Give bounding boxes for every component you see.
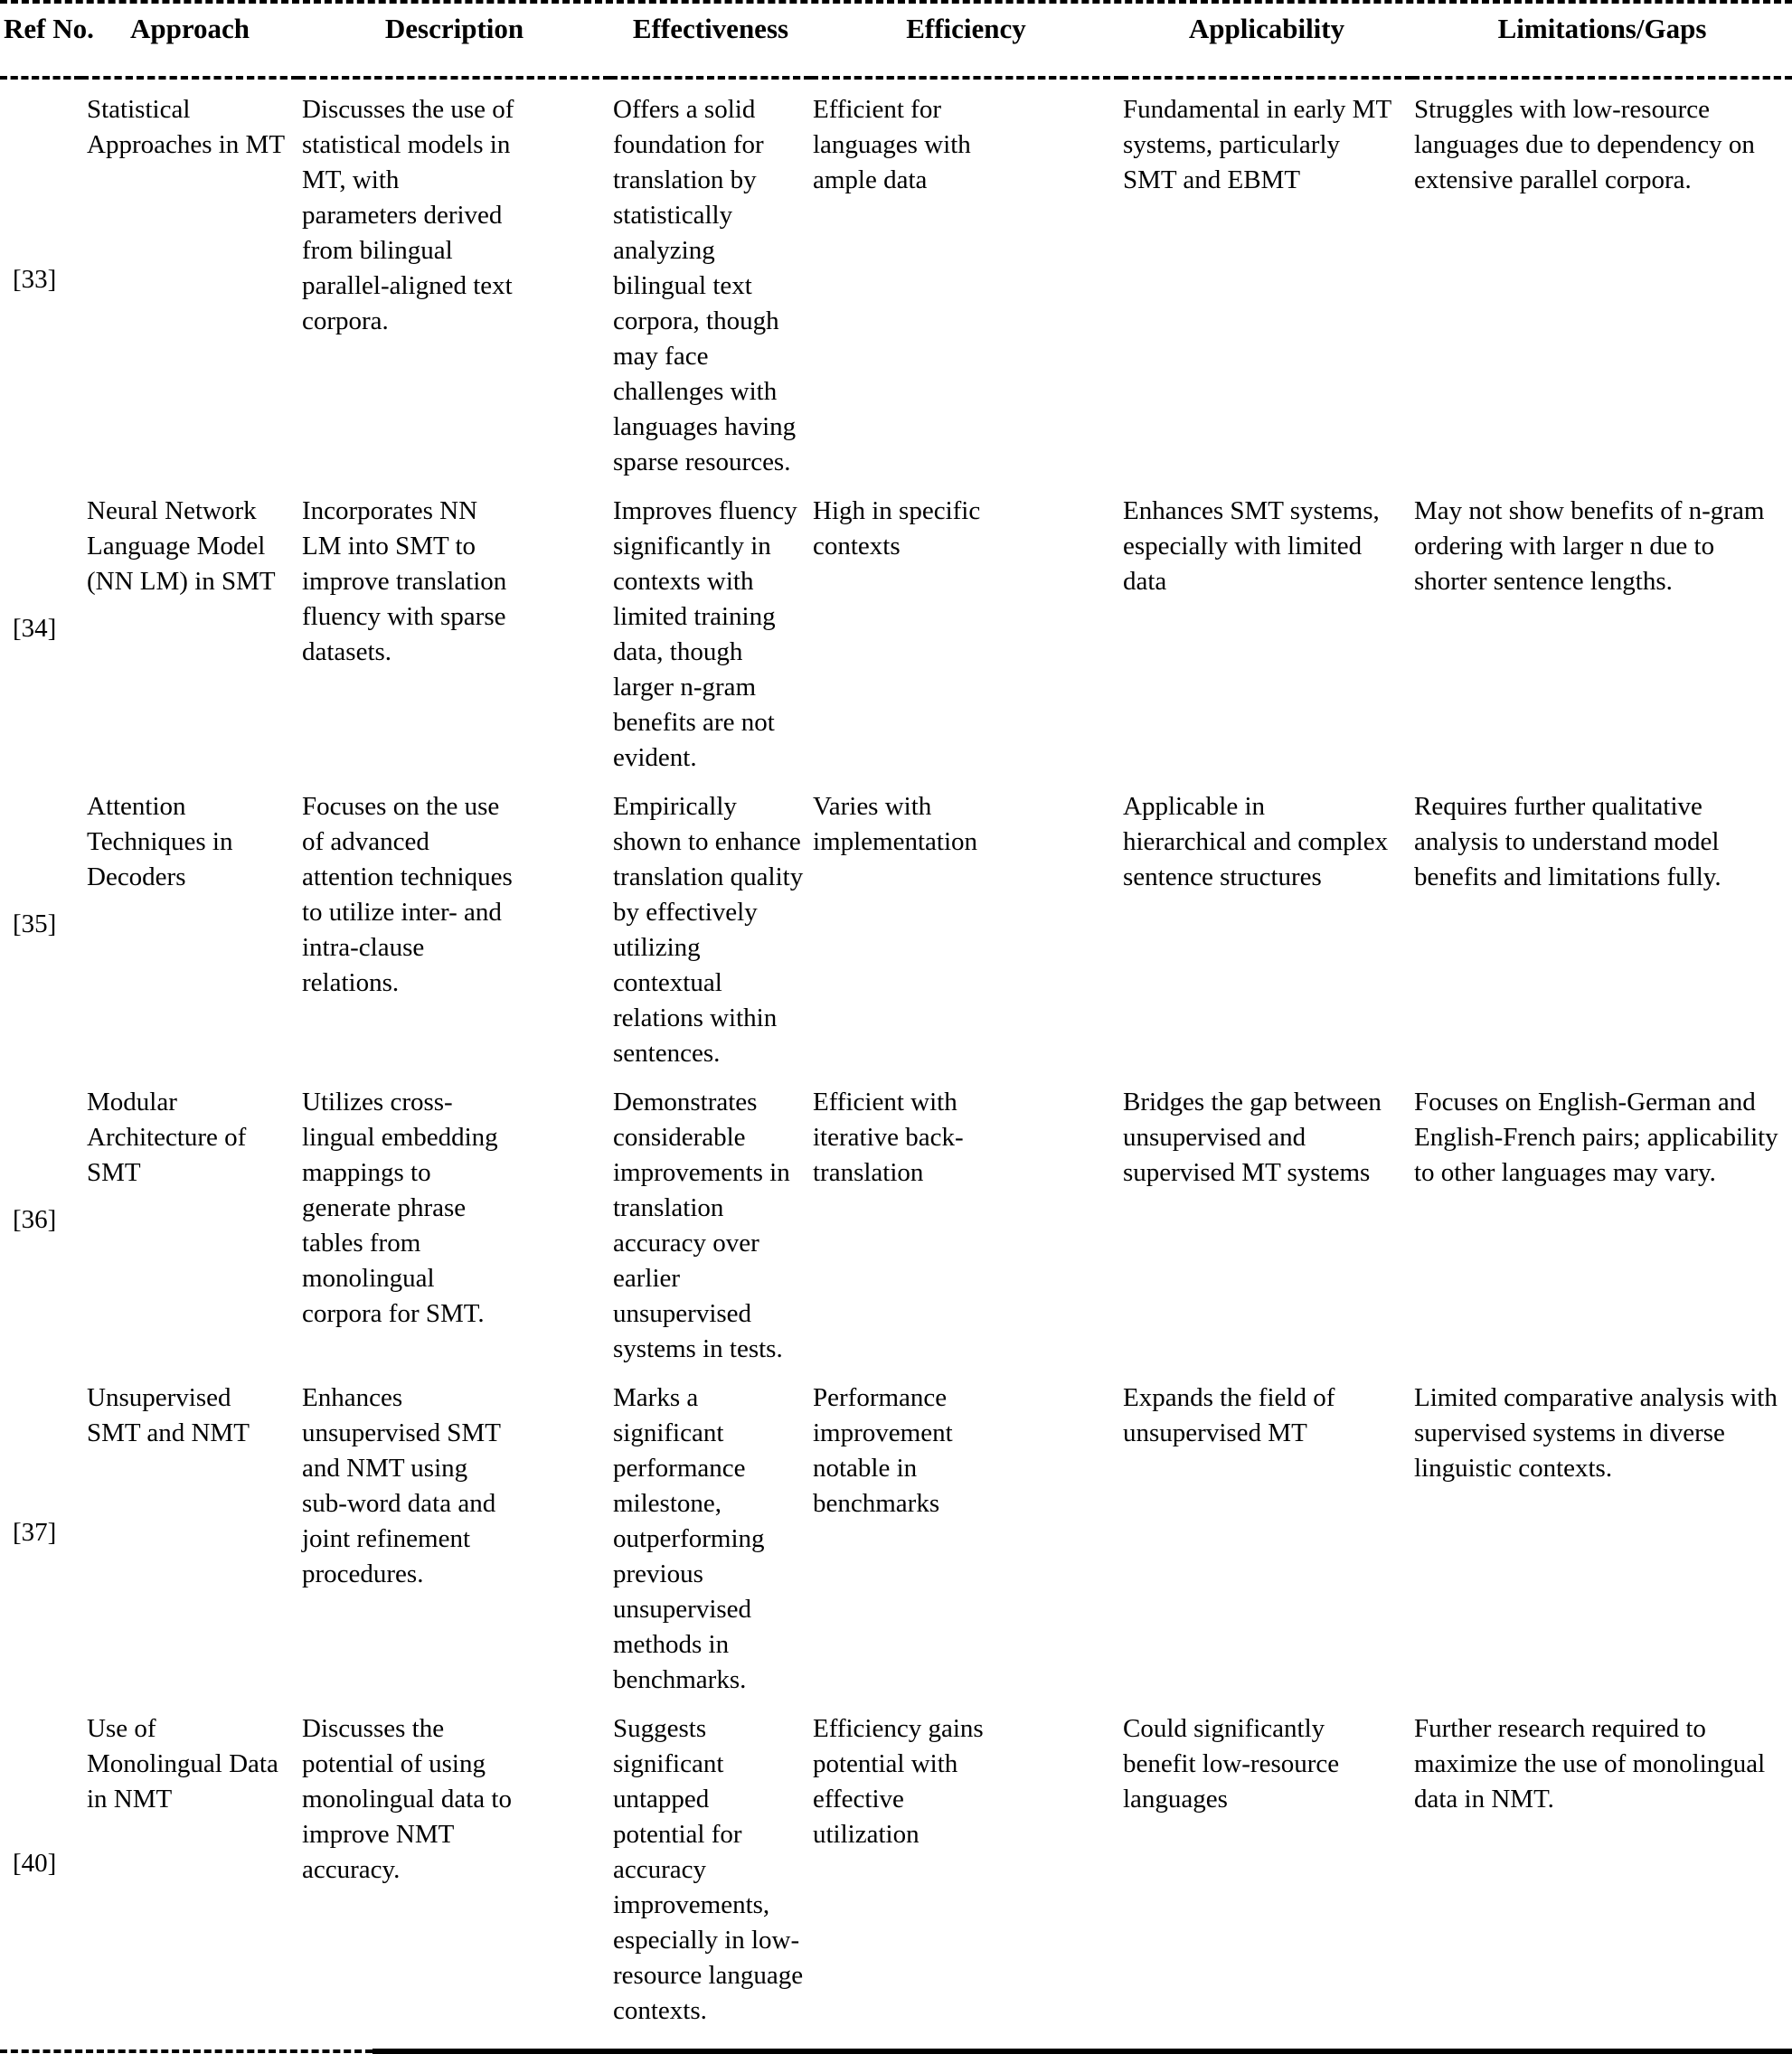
cell-approach: Neural Network Language Model (NN LM) in SMT <box>87 496 276 596</box>
cell-approach: Unsupervised SMT and NMT <box>87 1383 250 1447</box>
table-bottom-rule <box>0 2049 1792 2054</box>
cell-description: Enhances unsupervised SMT and NMT using sub-word data and joint refinement procedures. <box>302 1383 501 1588</box>
table-row-36 <box>0 1072 1792 1368</box>
cell-approach: Attention Techniques in Decoders <box>87 792 233 891</box>
cell-limitations: May not show benefits of n-gram ordering with larger n due to shorter sentence lengths. <box>1414 496 1765 596</box>
table-row-37 <box>0 1368 1792 1699</box>
cell-limitations: Limited comparative analysis with supervised systems in diverse linguistic contexts. <box>1414 1383 1778 1483</box>
bottom-rule-solid-segment <box>373 2049 1792 2054</box>
cell-applicability: Enhances SMT systems, especially with limited data <box>1123 496 1380 596</box>
column-header-approach: Approach <box>81 4 298 78</box>
cell-applicability: Fundamental in early MT systems, particularly SMT and EBMT <box>1123 95 1391 194</box>
cell-description: Focuses on the use of advanced attention techniques to utilize inter- and intra-clause relations. <box>302 792 513 997</box>
literature-review-table <box>0 4 1792 2049</box>
cell-effectiveness: Empirically shown to enhance translation quality by effectively utilizing contextual relations within sentences. <box>613 792 804 1068</box>
cell-description: Utilizes cross-lingual embedding mappings to generate phrase tables from monolingual corpora for SMT. <box>302 1088 498 1328</box>
cell-description: Incorporates NN LM into SMT to improve translation fluency with sparse datasets. <box>302 496 507 666</box>
cell-efficiency: High in specific contexts <box>813 496 981 561</box>
column-header-ref-no: Ref No. <box>0 4 81 78</box>
cell-efficiency: Varies with implementation <box>813 792 978 856</box>
table-row-33 <box>0 78 1792 481</box>
cell-approach: Statistical Approaches in MT <box>87 95 286 159</box>
cell-ref-no: [37] <box>13 1518 57 1547</box>
cell-limitations: Struggles with low-resource languages due to dependency on extensive parallel corpora. <box>1414 95 1755 194</box>
table-header-row <box>0 4 1792 78</box>
cell-approach: Modular Architecture of SMT <box>87 1088 247 1187</box>
cell-limitations: Requires further qualitative analysis to understand model benefits and limitations fully. <box>1414 792 1721 891</box>
cell-limitations: Further research required to maximize the use of monolingual data in NMT. <box>1414 1714 1766 1814</box>
column-header-description: Description <box>298 4 610 78</box>
bottom-rule-dashed-segment <box>0 2049 373 2053</box>
cell-effectiveness: Demonstrates considerable improvements in translation accuracy over earlier unsupervised systems in tests. <box>613 1088 790 1363</box>
cell-efficiency: Efficiency gains potential with effective utilization <box>813 1714 984 1849</box>
cell-description: Discusses the potential of using monolingual data to improve NMT accuracy. <box>302 1714 512 1884</box>
cell-applicability: Could significantly benefit low-resource languages <box>1123 1714 1340 1814</box>
table-row-35 <box>0 777 1792 1072</box>
cell-ref-no: [34] <box>13 613 57 643</box>
cell-applicability: Expands the field of unsupervised MT <box>1123 1383 1335 1447</box>
cell-description: Discusses the use of statistical models in MT, with parameters derived from bilingual parallel-aligned text corpora. <box>302 95 514 335</box>
cell-effectiveness: Offers a solid foundation for translation by statistically analyzing bilingual text corpora, though may face challenges with languages having sparse resources. <box>613 95 797 476</box>
cell-applicability: Bridges the gap between unsupervised and supervised MT systems <box>1123 1088 1382 1187</box>
cell-efficiency: Efficient with iterative back-translation <box>813 1088 964 1187</box>
cell-ref-no: [36] <box>13 1204 57 1234</box>
cell-efficiency: Performance improvement notable in benchmarks <box>813 1383 953 1518</box>
cell-effectiveness: Marks a significant performance milestone, outperforming previous unsupervised methods in benchmarks. <box>613 1383 765 1694</box>
cell-limitations: Focuses on English-German and English-French pairs; applicability to other languages may vary. <box>1414 1088 1778 1187</box>
column-header-applicability: Applicability <box>1121 4 1412 78</box>
cell-efficiency: Efficient for languages with ample data <box>813 95 971 194</box>
cell-ref-no: [33] <box>13 265 57 294</box>
column-header-effectiveness: Effectiveness <box>610 4 811 78</box>
cell-effectiveness: Suggests significant untapped potential for accuracy improvements, especially in low-resource language contexts. <box>613 1714 804 2025</box>
column-header-limitations-gaps: Limitations/Gaps <box>1412 4 1792 78</box>
cell-ref-no: [35] <box>13 909 57 938</box>
cell-effectiveness: Improves fluency significantly in contexts with limited training data, though larger n-gram benefits are not evident. <box>613 496 797 772</box>
table-row-40 <box>0 1699 1792 2049</box>
cell-approach: Use of Monolingual Data in NMT <box>87 1714 278 1814</box>
column-header-efficiency: Efficiency <box>811 4 1121 78</box>
table-row-34 <box>0 481 1792 777</box>
cell-applicability: Applicable in hierarchical and complex sentence structures <box>1123 792 1389 891</box>
cell-ref-no: [40] <box>13 1849 57 1878</box>
